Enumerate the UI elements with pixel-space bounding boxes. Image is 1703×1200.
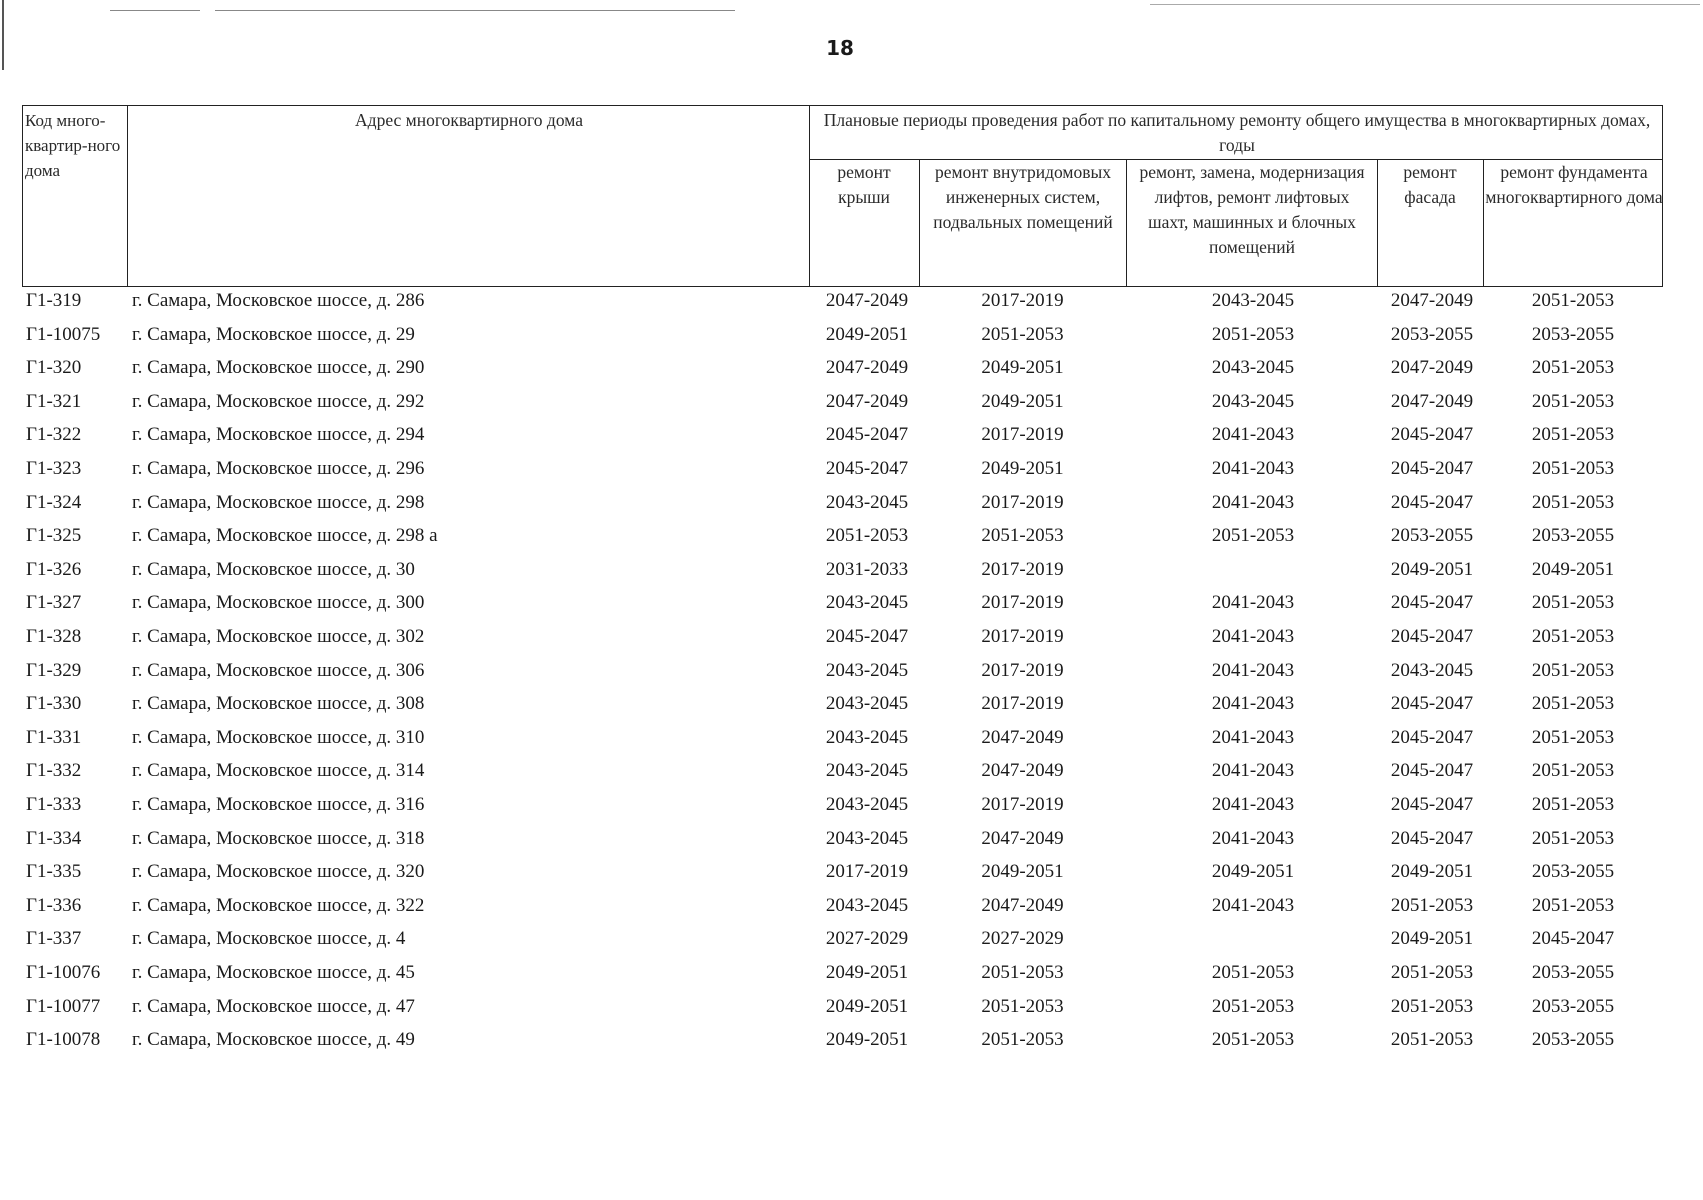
lifts-period: 2051-2053 [1211,962,1295,983]
roof-period: 2043-2045 [825,659,909,681]
roof-period: 2049-2051 [825,995,909,1017]
roof-period: 2043-2045 [825,894,909,916]
foundation-period: 2051-2053 [1531,357,1615,379]
facade-period: 2053-2055 [1390,525,1474,547]
house-address: г. Самара, Московское шоссе, д. 302 [132,626,425,647]
house-code: Г1-329 [26,659,82,681]
roof-period: 2051-2053 [825,525,909,547]
roof-period: 2043-2045 [825,794,909,815]
table-row [0,794,1703,828]
house-address: г. Самара, Московское шоссе, д. 306 [132,659,425,681]
lifts-period: 2041-2043 [1211,894,1295,916]
facade-period: 2051-2053 [1390,1029,1474,1051]
table-row [0,424,1703,458]
engineering-period: 2017-2019 [981,626,1064,647]
house-address: г. Самара, Московское шоссе, д. 320 [132,861,425,883]
foundation-period: 2051-2053 [1531,458,1615,479]
lifts-period: 2043-2045 [1211,390,1295,412]
house-code: Г1-334 [26,827,82,849]
house-code: Г1-330 [26,693,82,715]
table-row [0,660,1703,694]
foundation-period: 2053-2055 [1531,995,1615,1017]
table-row [0,357,1703,391]
house-code: Г1-327 [26,592,82,614]
facade-period: 2045-2047 [1390,794,1474,815]
foundation-period: 2051-2053 [1531,726,1615,748]
roof-period: 2027-2029 [825,928,909,950]
facade-period: 2051-2053 [1390,962,1474,983]
table-header [22,105,1663,287]
header-foundation: ремонт фундамента многоквартирного дома [1485,162,1663,207]
roof-period: 2031-2033 [825,558,909,580]
foundation-period: 2053-2055 [1531,525,1615,547]
foundation-period: 2051-2053 [1531,760,1615,782]
engineering-period: 2051-2053 [981,323,1064,345]
facade-period: 2051-2053 [1390,995,1474,1017]
engineering-period: 2017-2019 [981,794,1064,815]
engineering-period: 2017-2019 [981,558,1064,580]
facade-period: 2053-2055 [1390,323,1474,345]
engineering-period: 2051-2053 [981,525,1064,547]
engineering-period: 2049-2051 [981,357,1064,379]
engineering-period: 2047-2049 [981,894,1064,916]
lifts-period: 2041-2043 [1211,491,1295,513]
facade-period: 2043-2045 [1390,659,1474,681]
lifts-period: 2041-2043 [1211,827,1295,849]
scan-top-line [1150,4,1700,5]
house-address: г. Самара, Московское шоссе, д. 310 [132,726,425,748]
engineering-period: 2017-2019 [981,491,1064,513]
header-roof: ремонт крыши [837,162,891,207]
lifts-period: 2051-2053 [1211,323,1295,345]
table-row [0,727,1703,761]
roof-period: 2043-2045 [825,592,909,614]
table-row [0,626,1703,660]
table-row [0,324,1703,358]
engineering-period: 2017-2019 [981,424,1064,446]
facade-period: 2047-2049 [1390,390,1474,412]
house-code: Г1-328 [26,626,82,647]
column-divider [1126,159,1127,286]
house-address: г. Самара, Московское шоссе, д. 49 [132,1029,415,1051]
roof-period: 2045-2047 [825,626,909,647]
facade-period: 2051-2053 [1390,894,1474,916]
scan-left-edge [2,0,4,70]
house-address: г. Самара, Московское шоссе, д. 45 [132,962,415,983]
table-row [0,592,1703,626]
roof-period: 2049-2051 [825,962,909,983]
facade-period: 2047-2049 [1390,357,1474,379]
engineering-period: 2049-2051 [981,390,1064,412]
roof-period: 2045-2047 [825,458,909,479]
house-code: Г1-335 [26,861,82,883]
foundation-period: 2051-2053 [1531,491,1615,513]
facade-period: 2045-2047 [1390,458,1474,479]
foundation-period: 2051-2053 [1531,659,1615,681]
table-row [0,458,1703,492]
house-address: г. Самара, Московское шоссе, д. 292 [132,390,425,412]
lifts-period: 2041-2043 [1211,626,1295,647]
house-code: Г1-323 [26,458,82,479]
lifts-period: 2051-2053 [1211,1029,1295,1051]
facade-period: 2045-2047 [1390,693,1474,715]
engineering-period: 2049-2051 [981,861,1064,883]
roof-period: 2043-2045 [825,726,909,748]
foundation-period: 2051-2053 [1531,693,1615,715]
foundation-period: 2051-2053 [1531,626,1615,647]
facade-period: 2045-2047 [1390,760,1474,782]
roof-period: 2047-2049 [825,290,909,311]
foundation-period: 2051-2053 [1531,390,1615,412]
table-row [0,525,1703,559]
table-row [0,828,1703,862]
house-address: г. Самара, Московское шоссе, д. 322 [132,894,425,916]
house-code: Г1-331 [26,726,82,748]
roof-period: 2017-2019 [825,861,909,883]
engineering-period: 2017-2019 [981,290,1064,311]
house-code: Г1-333 [26,794,82,815]
lifts-period: 2041-2043 [1211,760,1295,782]
facade-period: 2045-2047 [1390,827,1474,849]
engineering-period: 2017-2019 [981,592,1064,614]
engineering-period: 2047-2049 [981,827,1064,849]
table-row [0,895,1703,929]
engineering-period: 2049-2051 [981,458,1064,479]
facade-period: 2045-2047 [1390,592,1474,614]
house-code: Г1-336 [26,894,82,916]
table-row [0,760,1703,794]
facade-period: 2047-2049 [1390,290,1474,311]
foundation-period: 2045-2047 [1531,928,1615,950]
engineering-period: 2017-2019 [981,659,1064,681]
facade-period: 2049-2051 [1390,928,1474,950]
column-divider [127,106,128,286]
header-facade: ремонт фасада [1403,162,1457,207]
engineering-period: 2027-2029 [981,928,1064,950]
house-code: Г1-324 [26,491,82,513]
roof-period: 2045-2047 [825,424,909,446]
house-address: г. Самара, Московское шоссе, д. 316 [132,794,425,815]
foundation-period: 2051-2053 [1531,592,1615,614]
house-code: Г1-10077 [26,995,101,1017]
house-address: г. Самара, Московское шоссе, д. 298 а [132,525,438,547]
foundation-period: 2049-2051 [1531,558,1615,580]
table-row [0,290,1703,324]
house-code: Г1-332 [26,760,82,782]
column-divider [1377,159,1378,286]
house-code: Г1-320 [26,357,82,379]
house-code: Г1-319 [26,290,82,311]
lifts-period: 2041-2043 [1211,794,1295,815]
lifts-period: 2041-2043 [1211,458,1295,479]
header-address: Адрес многоквартирного дома [355,110,583,130]
house-code: Г1-10076 [26,962,101,983]
engineering-period: 2051-2053 [981,995,1064,1017]
roof-period: 2043-2045 [825,827,909,849]
house-code: Г1-326 [26,558,82,580]
facade-period: 2049-2051 [1390,558,1474,580]
page-number: 18 [826,36,854,60]
house-address: г. Самара, Московское шоссе, д. 314 [132,760,425,782]
house-address: г. Самара, Московское шоссе, д. 308 [132,693,425,715]
lifts-period: 2041-2043 [1211,592,1295,614]
table-row [0,492,1703,526]
engineering-period: 2017-2019 [981,693,1064,715]
lifts-period: 2051-2053 [1211,525,1295,547]
roof-period: 2043-2045 [825,491,909,513]
table-row [0,962,1703,996]
table-row [0,1029,1703,1063]
facade-period: 2045-2047 [1390,726,1474,748]
foundation-period: 2051-2053 [1531,290,1615,311]
table-row [0,861,1703,895]
house-code: Г1-325 [26,525,82,547]
lifts-period: 2043-2045 [1211,290,1295,311]
foundation-period: 2053-2055 [1531,1029,1615,1051]
lifts-period: 2041-2043 [1211,693,1295,715]
house-code: Г1-10075 [26,323,101,345]
table-row [0,996,1703,1030]
lifts-period: 2051-2053 [1211,995,1295,1017]
lifts-period: 2041-2043 [1211,659,1295,681]
header-periods: Плановые периоды проведения работ по капитальному ремонту общего имущества в многоквартирных домах, годы [823,110,1651,155]
header-code: Код много-квартир-ного дома [25,111,121,180]
lifts-period: 2041-2043 [1211,424,1295,446]
header-lifts: ремонт, замена, модернизация лифтов, ремонт лифтовых шахт, машинных и блочных помещений [1139,162,1365,257]
foundation-period: 2051-2053 [1531,827,1615,849]
foundation-period: 2051-2053 [1531,424,1615,446]
facade-period: 2049-2051 [1390,861,1474,883]
roof-period: 2043-2045 [825,693,909,715]
roof-period: 2049-2051 [825,1029,909,1051]
foundation-period: 2051-2053 [1531,794,1615,815]
foundation-period: 2053-2055 [1531,962,1615,983]
lifts-period: 2049-2051 [1211,861,1295,883]
house-code: Г1-10078 [26,1029,101,1051]
table-row [0,928,1703,962]
foundation-period: 2051-2053 [1531,894,1615,916]
lifts-period: 2041-2043 [1211,726,1295,748]
house-address: г. Самара, Московское шоссе, д. 29 [132,323,415,345]
house-address: г. Самара, Московское шоссе, д. 296 [132,458,425,479]
lifts-period: 2043-2045 [1211,357,1295,379]
table-row [0,693,1703,727]
house-address: г. Самара, Московское шоссе, д. 300 [132,592,425,614]
foundation-period: 2053-2055 [1531,323,1615,345]
house-address: г. Самара, Московское шоссе, д. 30 [132,558,415,580]
scan-top-line [215,10,735,11]
house-address: г. Самара, Московское шоссе, д. 47 [132,995,415,1017]
engineering-period: 2051-2053 [981,962,1064,983]
column-divider [1483,159,1484,286]
engineering-period: 2051-2053 [981,1029,1064,1051]
roof-period: 2049-2051 [825,323,909,345]
house-address: г. Самара, Московское шоссе, д. 294 [132,424,425,446]
house-address: г. Самара, Московское шоссе, д. 4 [132,928,406,950]
engineering-period: 2047-2049 [981,726,1064,748]
house-address: г. Самара, Московское шоссе, д. 290 [132,357,425,379]
house-code: Г1-321 [26,390,82,412]
column-divider [809,106,810,286]
table-row [0,559,1703,593]
house-address: г. Самара, Московское шоссе, д. 286 [132,290,425,311]
house-address: г. Самара, Московское шоссе, д. 298 [132,491,425,513]
header-engineering: ремонт внутридомовых инженерных систем, подвальных помещений [933,162,1113,232]
roof-period: 2047-2049 [825,390,909,412]
scan-top-line [110,10,200,11]
engineering-period: 2047-2049 [981,760,1064,782]
roof-period: 2047-2049 [825,357,909,379]
table-row [0,391,1703,425]
house-address: г. Самара, Московское шоссе, д. 318 [132,827,425,849]
facade-period: 2045-2047 [1390,491,1474,513]
house-code: Г1-337 [26,928,82,950]
foundation-period: 2053-2055 [1531,861,1615,883]
house-code: Г1-322 [26,424,82,446]
facade-period: 2045-2047 [1390,424,1474,446]
facade-period: 2045-2047 [1390,626,1474,647]
column-divider [919,159,920,286]
roof-period: 2043-2045 [825,760,909,782]
